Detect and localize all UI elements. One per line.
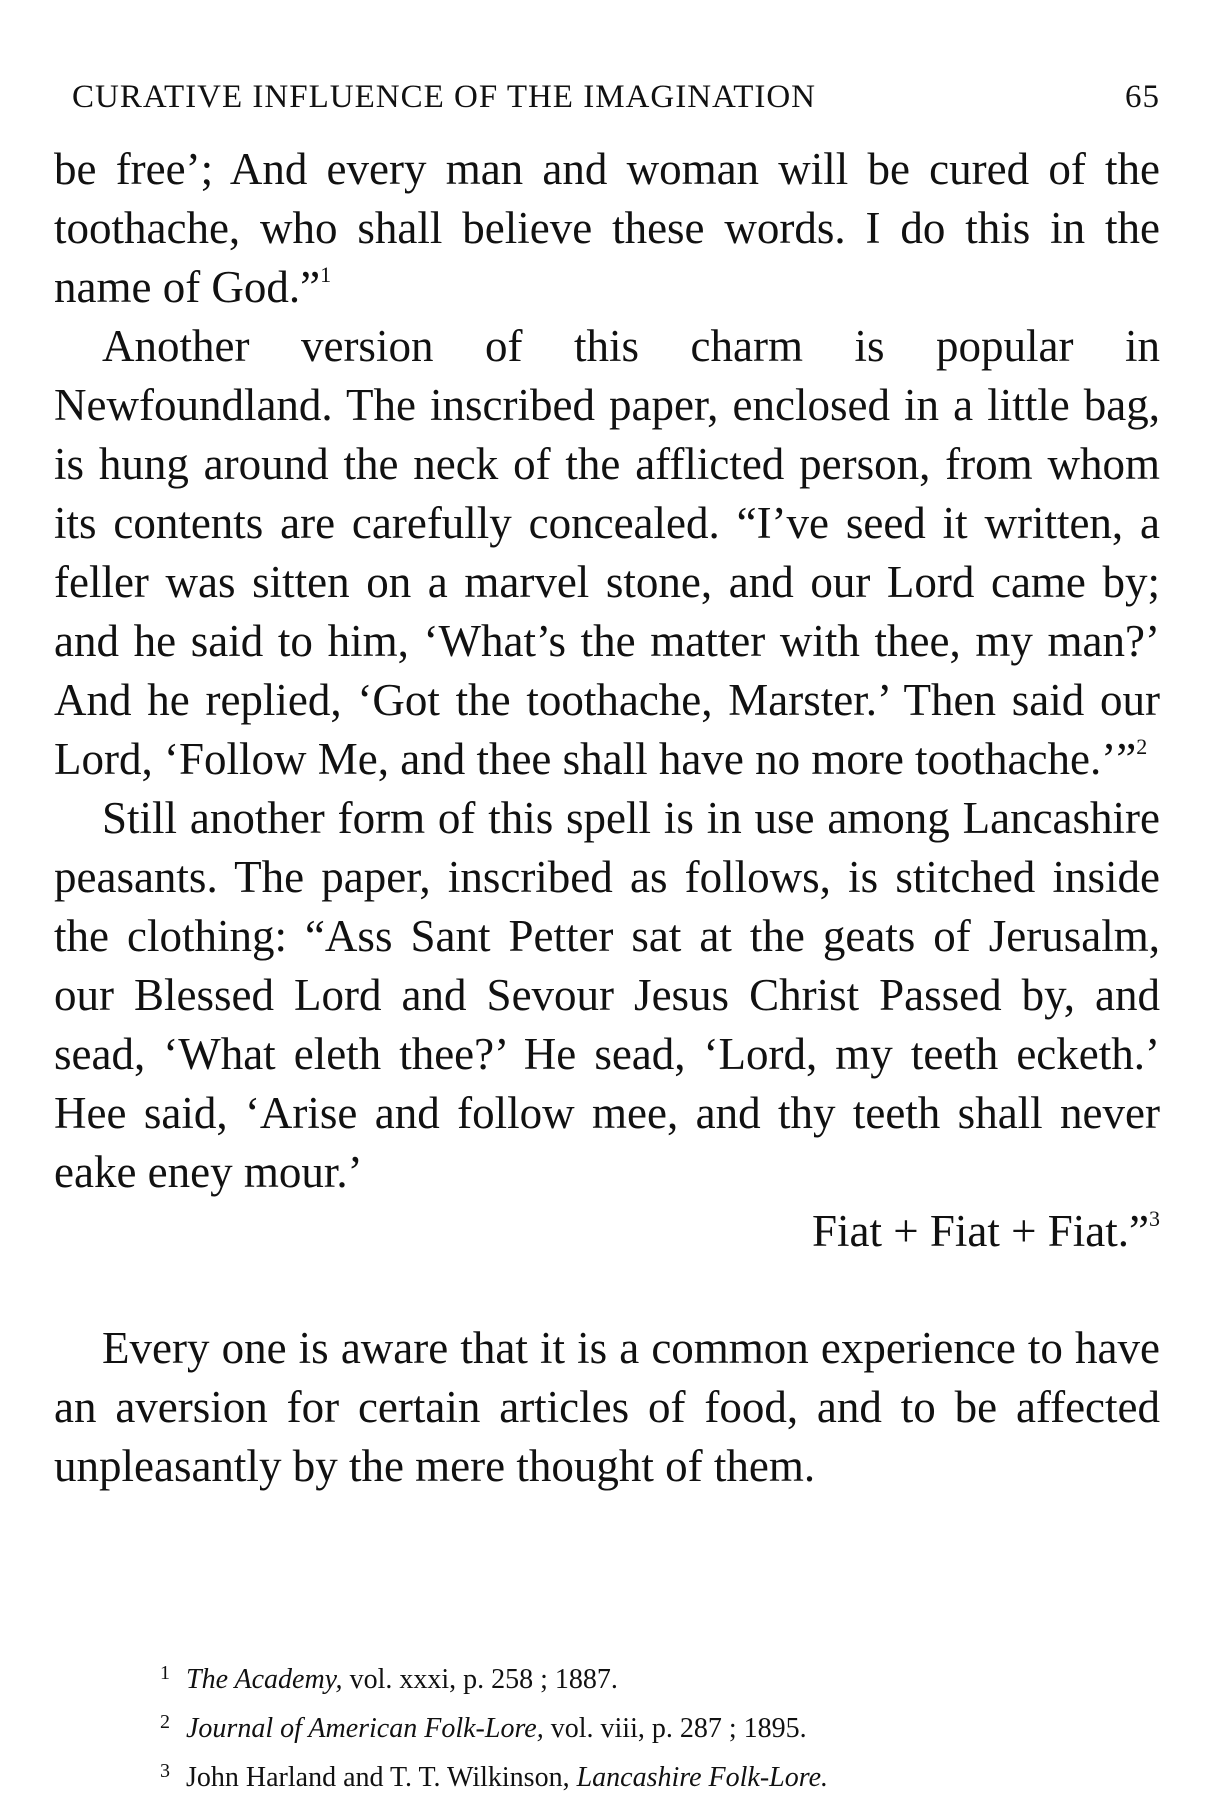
footnote-reference: 2: [1136, 734, 1148, 759]
footnote-detail: vol. xxxi, p. 258 ; 1887.: [342, 1664, 618, 1695]
spell-signoff: [54, 1202, 1160, 1261]
footnote-reference: 1: [320, 262, 332, 287]
paragraph-text: Another version of this charm is popular in Newfoundland. The inscribed paper, enclosed in a little bag, is hung around the neck of the afflicted person, from whom its contents are carefully concealed. “I’ve seed it written, a feller was sitten on a marvel stone, and our Lord came by; and he said to him, ‘What’s the matter with thee, my man?’ And he replied, ‘Got the toothache, Marster.’ Then said our Lord, ‘Follow Me, and thee shall have no more toothache.’”: [54, 321, 1160, 784]
paragraph-newfoundland-charm: [54, 317, 1160, 789]
footnote: [160, 1701, 1140, 1750]
running-title: CURATIVE INFLUENCE OF THE IMAGINATION: [72, 79, 817, 115]
paragraph-food-aversion: [54, 1319, 1160, 1496]
signoff-text: Fiat + Fiat + Fiat.”: [812, 1206, 1149, 1256]
footnote-title: Lancashire Folk-Lore.: [576, 1762, 829, 1793]
paragraph-text: Every one is aware that it is a common experience to have an aversion for certain articles of food, and to be affected unpleasantly by the mere thought of them.: [54, 1323, 1160, 1491]
footnote-mark: 2: [160, 1711, 170, 1733]
footnote-mark: 1: [160, 1662, 170, 1684]
paragraph-text: Still another form of this spell is in use among Lancashire peasants. The paper, inscribed as follows, is stitched inside the clothing: “Ass Sant Petter sat at the geats of Jerusalm, our Blessed Lord and Sevour Jesus Christ Passed by, and sead, ‘What eleth thee?’ He sead, ‘Lord, my teeth ecketh.’ Hee said, ‘Arise and follow mee, and thy teeth shall never eake eney mour.’: [54, 793, 1160, 1197]
footnote-title: The Academy,: [186, 1664, 343, 1695]
footnote-author: John Harland and T. T. Wilkinson,: [186, 1762, 577, 1793]
footnote-mark: 3: [160, 1760, 170, 1782]
paragraph-continuation: [54, 140, 1160, 317]
footnote-detail: vol. viii, p. 287 ; 1895.: [543, 1713, 807, 1744]
page-header: [72, 72, 1160, 122]
footnote: [160, 1652, 1140, 1701]
body-text: [54, 140, 1160, 1496]
paragraph-text: be free’; And every man and woman will be cured of the toothache, who shall believe these words. I do this in the name of God.”: [54, 144, 1160, 312]
paragraph-lancashire-spell: [54, 789, 1160, 1202]
footnote-title: Journal of American Folk-Lore,: [186, 1713, 544, 1744]
footnotes: [160, 1652, 1140, 1799]
page-number: 65: [1125, 79, 1160, 115]
footnote: [160, 1750, 1140, 1799]
footnote-reference: 3: [1149, 1206, 1160, 1231]
